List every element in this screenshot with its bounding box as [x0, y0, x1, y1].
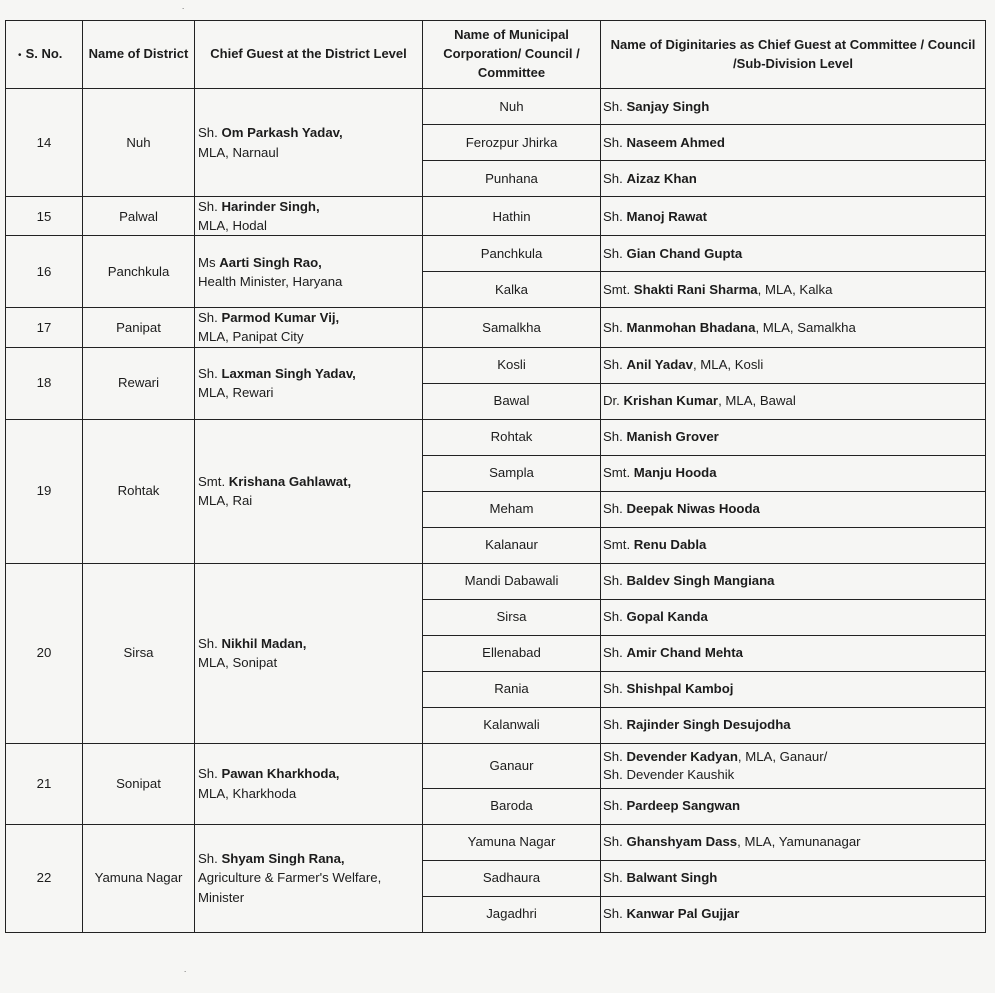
district-chief-guest-cell — [195, 89, 423, 197]
district-cell: Yamuna Nagar — [83, 824, 195, 932]
guest-title: Sh. — [198, 125, 218, 141]
dignitary-cell — [601, 707, 986, 743]
municipal-body-cell: Baroda — [423, 788, 601, 824]
dignitary-cell — [601, 347, 986, 383]
dignitary-cell — [601, 527, 986, 563]
guest-role: MLA, Panipat City — [198, 329, 304, 345]
guest-name: Pawan Kharkhoda, — [221, 766, 340, 782]
scan-speck: . — [182, 2, 185, 11]
dignitary-name: Gopal Kanda — [626, 609, 708, 625]
dignitary-name: Manoj Rawat — [626, 208, 708, 224]
table-row — [6, 743, 986, 788]
dignitary-cell — [601, 635, 986, 671]
dignitary-name: Devender Kadyan — [626, 748, 738, 764]
dignitary-designation: , MLA, Kosli — [692, 357, 764, 373]
municipal-body-cell: Kosli — [423, 347, 601, 383]
scan-speck: . — [184, 965, 187, 974]
dignitary-cell — [601, 89, 986, 125]
dignitary-title: Sh. — [603, 170, 623, 186]
header-municipal: Name of Municipal Corporation/ Council / Committee — [423, 21, 601, 89]
dignitary-designation: , MLA, Ganaur/ — [737, 748, 828, 764]
dignitary-name: Deepak Niwas Hooda — [626, 501, 760, 517]
dignitary-name: Manju Hooda — [633, 465, 717, 481]
district-chief-guest-cell — [195, 824, 423, 932]
dignitary-title: Dr. — [603, 393, 620, 409]
dignitary-title: Sh. — [603, 645, 623, 661]
district-cell: Panchkula — [83, 236, 195, 308]
municipal-body-cell: Yamuna Nagar — [423, 824, 601, 860]
dignitary-title: Smt. — [603, 537, 631, 553]
dignitary-title: Sh. — [603, 208, 623, 224]
municipal-body-cell: Kalka — [423, 272, 601, 308]
guest-name: Om Parkash Yadav, — [221, 125, 343, 141]
municipal-body-cell: Jagadhri — [423, 896, 601, 932]
guest-role: MLA, Kharkhoda — [198, 785, 297, 801]
table-row — [6, 89, 986, 125]
chief-guest-table — [5, 20, 986, 933]
table-row — [6, 308, 986, 347]
guest-title: Ms — [198, 254, 216, 270]
district-chief-guest-cell — [195, 563, 423, 743]
guest-name: Krishana Gahlawat, — [228, 473, 352, 489]
table-row — [6, 347, 986, 383]
municipal-body-cell: Ferozpur Jhirka — [423, 125, 601, 161]
dignitary-name: Baldev Singh Mangiana — [626, 573, 775, 589]
dignitary-name: Manmohan Bhadana — [626, 319, 756, 335]
dignitary-cell — [601, 671, 986, 707]
table-row — [6, 236, 986, 272]
dignitary-title: Sh. — [603, 357, 623, 373]
guest-role: Agriculture & Farmer's Welfare, Minister — [198, 870, 382, 905]
table-row — [6, 824, 986, 860]
guest-role: MLA, Rai — [198, 493, 253, 509]
dignitary-title: Sh. — [603, 609, 623, 625]
guest-title: Sh. — [198, 199, 218, 214]
table-row — [6, 197, 986, 236]
guest-role: MLA, Sonipat — [198, 655, 278, 671]
dignitary-name: Kanwar Pal Gujjar — [626, 906, 740, 922]
dignitary-title: Smt. — [603, 282, 631, 298]
district-cell: Nuh — [83, 89, 195, 197]
municipal-body-cell: Sampla — [423, 455, 601, 491]
dignitary-title: Sh. — [603, 681, 623, 697]
table-body — [6, 89, 986, 933]
dignitary-title: Sh. — [603, 134, 623, 150]
guest-title: Sh. — [198, 766, 218, 782]
serial-number-cell: 19 — [6, 419, 83, 563]
district-cell: Panipat — [83, 308, 195, 347]
guest-title: Smt. — [198, 473, 226, 489]
dignitary-cell — [601, 125, 986, 161]
municipal-body-cell: Ganaur — [423, 743, 601, 788]
municipal-body-cell: Panchkula — [423, 236, 601, 272]
district-cell: Sirsa — [83, 563, 195, 743]
municipal-body-cell: Kalanaur — [423, 527, 601, 563]
dignitary-name: Krishan Kumar — [623, 393, 719, 409]
district-chief-guest-cell — [195, 236, 423, 308]
dignitary-cell — [601, 860, 986, 896]
dignitary-name: Shishpal Kamboj — [626, 681, 734, 697]
municipal-body-cell: Nuh — [423, 89, 601, 125]
dignitary-name: Renu Dabla — [633, 537, 707, 553]
dignitary-title: Sh. — [603, 717, 623, 733]
dignitary-cell — [601, 308, 986, 347]
dignitary-second-line: Sh. Devender Kaushik — [603, 766, 735, 782]
municipal-body-cell: Samalkha — [423, 308, 601, 347]
municipal-body-cell: Hathin — [423, 197, 601, 236]
header-district-guest: Chief Guest at the District Level — [195, 21, 423, 89]
dignitary-cell — [601, 824, 986, 860]
guest-title: Sh. — [198, 365, 218, 381]
dignitary-title: Sh. — [603, 98, 623, 114]
dignitary-cell — [601, 455, 986, 491]
district-cell: Palwal — [83, 197, 195, 236]
header-sno: S. No. — [6, 21, 83, 89]
municipal-body-cell: Kalanwali — [423, 707, 601, 743]
municipal-body-cell: Bawal — [423, 383, 601, 419]
dignitary-designation: , MLA, Samalkha — [755, 319, 856, 335]
serial-number-cell: 21 — [6, 743, 83, 824]
guest-role: MLA, Narnaul — [198, 144, 279, 160]
dignitary-name: Manish Grover — [626, 429, 719, 445]
dignitary-designation: , MLA, Kalka — [757, 282, 833, 298]
table-row — [6, 563, 986, 599]
guest-title: Sh. — [198, 851, 218, 867]
district-cell: Rohtak — [83, 419, 195, 563]
dignitary-name: Amir Chand Mehta — [626, 645, 743, 661]
table-row — [6, 419, 986, 455]
guest-name: Parmod Kumar Vij, — [221, 310, 340, 326]
serial-number-cell: 18 — [6, 347, 83, 419]
dignitary-cell — [601, 896, 986, 932]
district-chief-guest-cell — [195, 347, 423, 419]
municipal-body-cell: Rohtak — [423, 419, 601, 455]
dignitary-cell — [601, 272, 986, 308]
guest-name: Nikhil Madan, — [221, 635, 307, 651]
municipal-body-cell: Mandi Dabawali — [423, 563, 601, 599]
dignitary-cell — [601, 563, 986, 599]
district-cell: Sonipat — [83, 743, 195, 824]
district-chief-guest-cell — [195, 419, 423, 563]
dignitary-cell — [601, 419, 986, 455]
dignitary-designation: , MLA, Yamunanagar — [737, 834, 861, 850]
dignitary-cell — [601, 788, 986, 824]
serial-number-cell: 16 — [6, 236, 83, 308]
dignitary-title: Sh. — [603, 573, 623, 589]
dignitary-cell — [601, 236, 986, 272]
header-dignitaries: Name of Diginitaries as Chief Guest at Committee / Council /Sub-Division Level — [601, 21, 986, 89]
guest-name: Laxman Singh Yadav, — [221, 365, 356, 381]
dignitary-cell — [601, 743, 986, 788]
serial-number-cell: 14 — [6, 89, 83, 197]
dignitary-title: Sh. — [603, 319, 623, 335]
district-chief-guest-cell — [195, 743, 423, 824]
guest-role: MLA, Rewari — [198, 385, 274, 401]
dignitary-title: Sh. — [603, 429, 623, 445]
dignitary-name: Shakti Rani Sharma — [633, 282, 758, 298]
dignitary-name: Ghanshyam Dass — [626, 834, 738, 850]
dignitary-name: Pardeep Sangwan — [626, 798, 741, 814]
municipal-body-cell: Sirsa — [423, 599, 601, 635]
dignitary-designation: , MLA, Bawal — [718, 393, 796, 409]
dignitary-title: Sh. — [603, 906, 623, 922]
district-cell: Rewari — [83, 347, 195, 419]
guest-role: Health Minister, Haryana — [198, 273, 343, 289]
dignitary-title: Sh. — [603, 834, 623, 850]
dignitary-cell — [601, 383, 986, 419]
dignitary-title: Sh. — [603, 501, 623, 517]
dignitary-name: Sanjay Singh — [626, 98, 710, 114]
header-district: Name of District — [83, 21, 195, 89]
dignitary-cell — [601, 197, 986, 236]
dignitary-name: Gian Chand Gupta — [626, 246, 743, 262]
district-chief-guest-cell — [195, 197, 423, 236]
dignitary-name: Naseem Ahmed — [626, 134, 725, 150]
dignitary-title: Smt. — [603, 465, 631, 481]
serial-number-cell: 20 — [6, 563, 83, 743]
dignitary-cell — [601, 491, 986, 527]
dignitary-name: Aizaz Khan — [626, 170, 697, 186]
dignitary-title: Sh. — [603, 798, 623, 814]
district-chief-guest-cell — [195, 308, 423, 347]
serial-number-cell: 17 — [6, 308, 83, 347]
guest-name: Aarti Singh Rao, — [219, 254, 322, 270]
dignitary-cell — [601, 161, 986, 197]
municipal-body-cell: Ellenabad — [423, 635, 601, 671]
municipal-body-cell: Punhana — [423, 161, 601, 197]
municipal-body-cell: Rania — [423, 671, 601, 707]
serial-number-cell: 22 — [6, 824, 83, 932]
guest-name: Shyam Singh Rana, — [221, 851, 345, 867]
dignitary-name: Anil Yadav — [626, 357, 693, 373]
municipal-body-cell: Sadhaura — [423, 860, 601, 896]
serial-number-cell: 15 — [6, 197, 83, 236]
dignitary-title: Sh. — [603, 246, 623, 262]
dignitary-title: Sh. — [603, 870, 623, 886]
guest-role: MLA, Hodal — [198, 218, 267, 234]
municipal-body-cell: Meham — [423, 491, 601, 527]
header-row — [6, 21, 986, 89]
bullet-mark: • — [18, 50, 22, 61]
dignitary-name: Rajinder Singh Desujodha — [626, 717, 791, 733]
guest-title: Sh. — [198, 635, 218, 651]
guest-title: Sh. — [198, 310, 218, 326]
dignitary-title: Sh. — [603, 748, 623, 764]
dignitary-cell — [601, 599, 986, 635]
guest-name: Harinder Singh, — [221, 199, 320, 214]
dignitary-name: Balwant Singh — [626, 870, 718, 886]
